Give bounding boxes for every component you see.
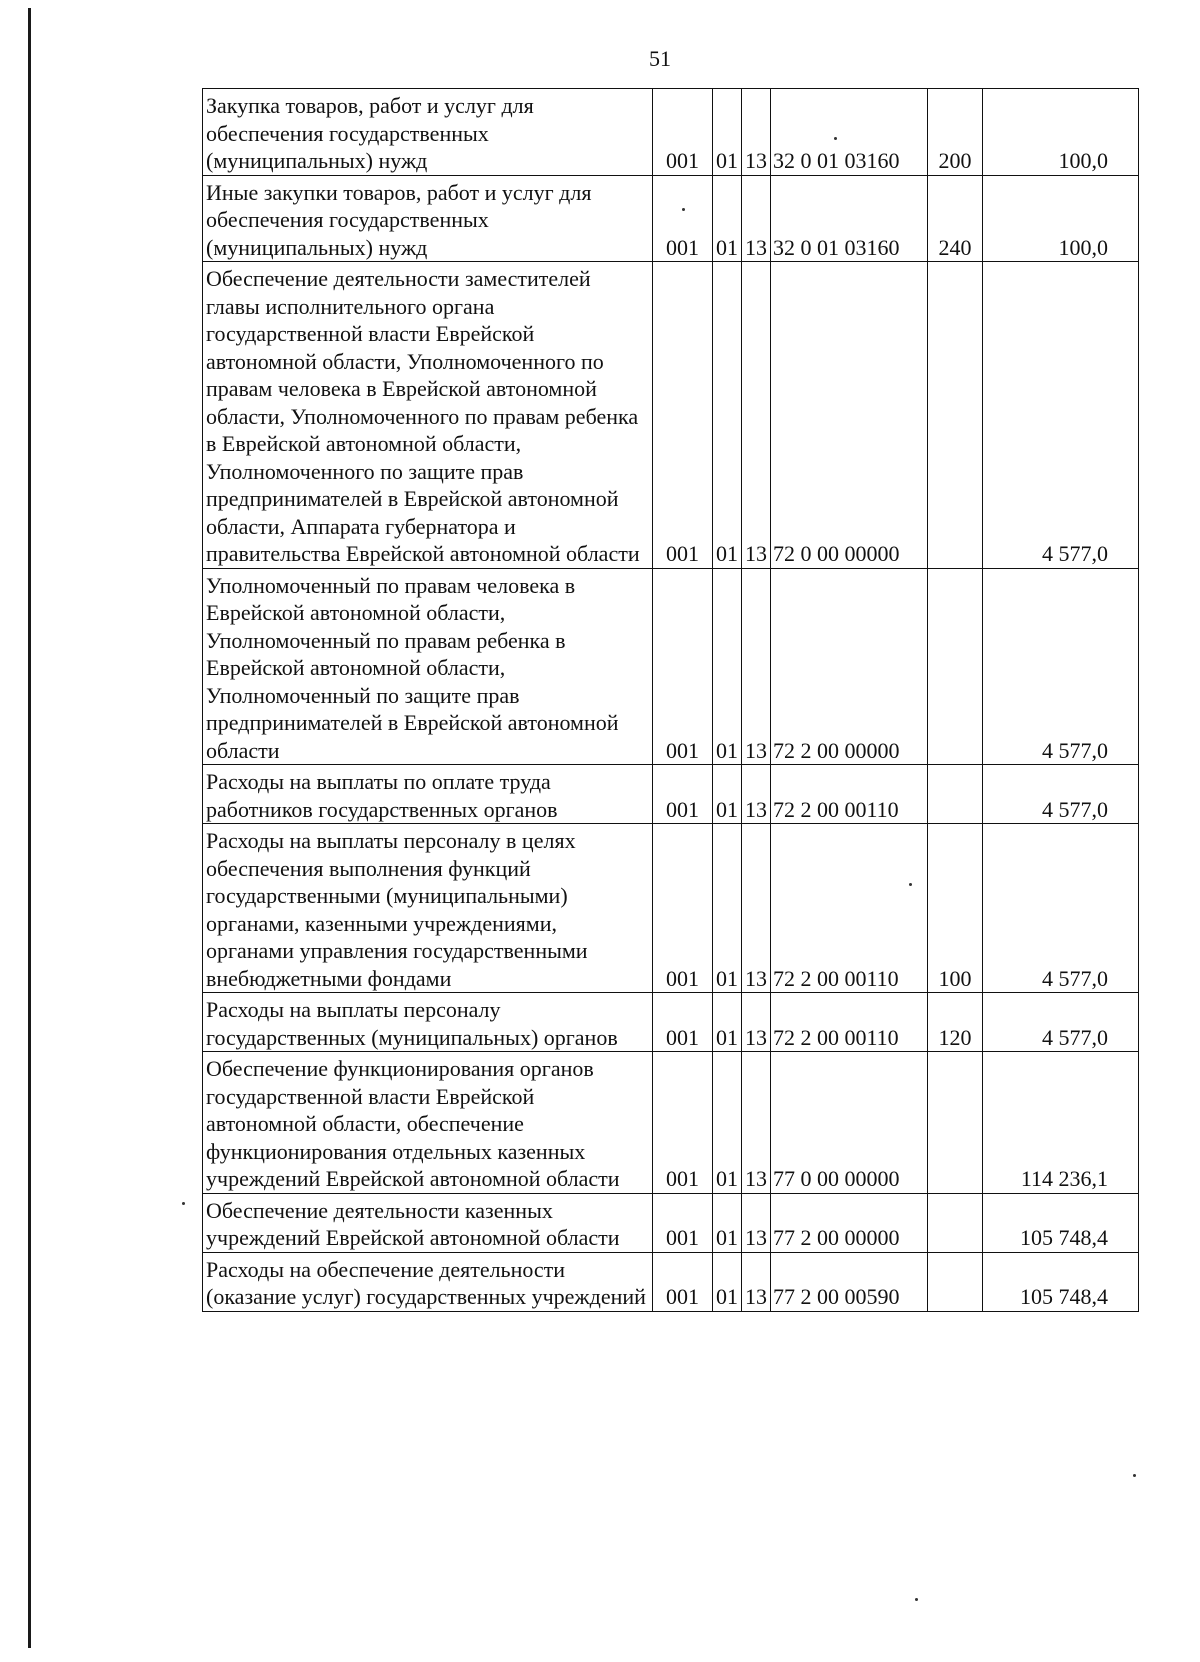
grbs-code: 001 [653, 1252, 713, 1311]
section-code: 01 [713, 1193, 742, 1252]
scan-speck [1133, 1474, 1136, 1477]
amount: 105 748,4 [983, 1252, 1139, 1311]
item-name: Обеспечение деятельности казенных учреждений Еврейской автономной области [203, 1193, 653, 1252]
grbs-code: 001 [653, 568, 713, 765]
subsection-code: 13 [742, 568, 771, 765]
target-article-code: 72 2 00 00110 [771, 765, 928, 824]
section-code: 01 [713, 765, 742, 824]
scan-speck [834, 137, 837, 140]
item-name: Уполномоченный по правам человека в Еврейской автономной области, Уполномоченный по правам ребенка в Еврейской автономной области, Уполномоченный по защите прав предпринимателей в Еврейской автономной области [203, 568, 653, 765]
table-row [203, 89, 1139, 176]
subsection-code: 13 [742, 1252, 771, 1311]
target-article-code: 72 2 00 00110 [771, 993, 928, 1052]
subsection-code: 13 [742, 824, 771, 993]
amount: 4 577,0 [983, 824, 1139, 993]
section-code: 01 [713, 1052, 742, 1194]
grbs-code: 001 [653, 824, 713, 993]
table-row [203, 993, 1139, 1052]
subsection-code: 13 [742, 993, 771, 1052]
expense-type-code [928, 1193, 983, 1252]
grbs-code: 001 [653, 993, 713, 1052]
grbs-code: 001 [653, 262, 713, 569]
target-article-code: 32 0 01 03160 [771, 89, 928, 176]
grbs-code: 001 [653, 89, 713, 176]
scan-speck [682, 208, 685, 211]
expense-type-code: 100 [928, 824, 983, 993]
subsection-code: 13 [742, 175, 771, 262]
expense-type-code [928, 1052, 983, 1194]
expense-type-code [928, 262, 983, 569]
amount: 4 577,0 [983, 765, 1139, 824]
page-number: 51 [649, 46, 671, 71]
section-code: 01 [713, 993, 742, 1052]
section-code: 01 [713, 824, 742, 993]
table-row [203, 765, 1139, 824]
table-row [203, 262, 1139, 569]
item-name: Расходы на выплаты персоналу в целях обеспечения выполнения функций государственными (муниципальными) органами, казенными учреждениями, органами управления государственными внебюджетными фондами [203, 824, 653, 993]
table-row [203, 1052, 1139, 1194]
scan-speck [182, 1202, 185, 1205]
scan-speck [909, 883, 912, 886]
target-article-code: 77 2 00 00590 [771, 1252, 928, 1311]
target-article-code: 32 0 01 03160 [771, 175, 928, 262]
subsection-code: 13 [742, 1052, 771, 1194]
amount: 100,0 [983, 175, 1139, 262]
item-name: Обеспечение функционирования органов государственной власти Еврейской автономной области, обеспечение функционирования отдельных казенных учреждений Еврейской автономной области [203, 1052, 653, 1194]
grbs-code: 001 [653, 1052, 713, 1194]
table-row [203, 568, 1139, 765]
grbs-code: 001 [653, 765, 713, 824]
item-name: Расходы на обеспечение деятельности (оказание услуг) государственных учреждений [203, 1252, 653, 1311]
expense-type-code [928, 1252, 983, 1311]
item-name: Расходы на выплаты по оплате труда работников государственных органов [203, 765, 653, 824]
table-row [203, 1252, 1139, 1311]
amount: 105 748,4 [983, 1193, 1139, 1252]
item-name: Расходы на выплаты персоналу государственных (муниципальных) органов [203, 993, 653, 1052]
target-article-code: 77 2 00 00000 [771, 1193, 928, 1252]
expense-type-code: 200 [928, 89, 983, 176]
item-name: Иные закупки товаров, работ и услуг для обеспечения государственных (муниципальных) нужд [203, 175, 653, 262]
subsection-code: 13 [742, 1193, 771, 1252]
item-name: Обеспечение деятельности заместителей главы исполнительного органа государственной власти Еврейской автономной области, Уполномоченного по правам человека в Еврейской автономной области, Уполномоченного по правам ребенка в Еврейской автономной области, Уполномоченного по защите прав предпринимателей в Еврейской автономной области, Аппарата губернатора и правительства Еврейской автономной области [203, 262, 653, 569]
expense-type-code: 120 [928, 993, 983, 1052]
expense-type-code [928, 568, 983, 765]
amount: 4 577,0 [983, 568, 1139, 765]
subsection-code: 13 [742, 765, 771, 824]
section-code: 01 [713, 1252, 742, 1311]
grbs-code: 001 [653, 175, 713, 262]
amount: 100,0 [983, 89, 1139, 176]
target-article-code: 72 0 00 00000 [771, 262, 928, 569]
section-code: 01 [713, 568, 742, 765]
scan-speck [915, 1598, 918, 1601]
subsection-code: 13 [742, 89, 771, 176]
table-row [203, 175, 1139, 262]
budget-table [202, 88, 1139, 1312]
table-row [203, 824, 1139, 993]
amount: 4 577,0 [983, 262, 1139, 569]
expense-type-code: 240 [928, 175, 983, 262]
section-code: 01 [713, 175, 742, 262]
target-article-code: 72 2 00 00110 [771, 824, 928, 993]
target-article-code: 77 0 00 00000 [771, 1052, 928, 1194]
target-article-code: 72 2 00 00000 [771, 568, 928, 765]
amount: 4 577,0 [983, 993, 1139, 1052]
subsection-code: 13 [742, 262, 771, 569]
expense-type-code [928, 765, 983, 824]
item-name: Закупка товаров, работ и услуг для обеспечения государственных (муниципальных) нужд [203, 89, 653, 176]
grbs-code: 001 [653, 1193, 713, 1252]
section-code: 01 [713, 262, 742, 569]
amount: 114 236,1 [983, 1052, 1139, 1194]
section-code: 01 [713, 89, 742, 176]
table-row [203, 1193, 1139, 1252]
binding-edge-line [28, 8, 31, 1648]
